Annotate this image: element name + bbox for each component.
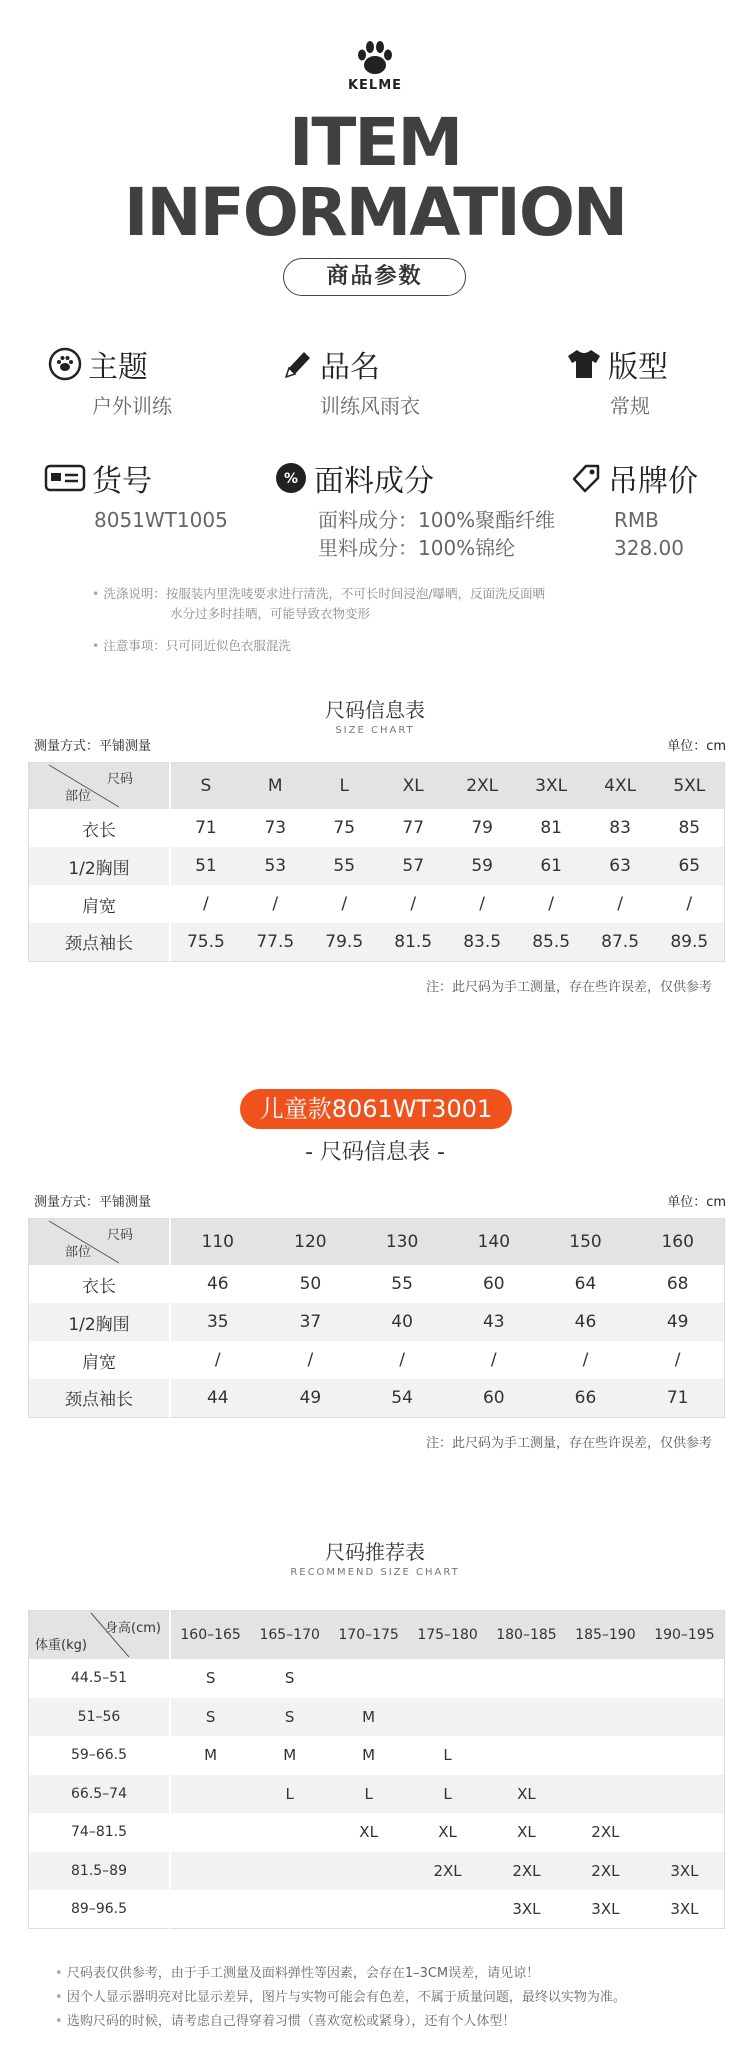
table-cell: / bbox=[582, 1350, 589, 1370]
table-cell: 79 bbox=[471, 818, 493, 838]
table-cell: / bbox=[479, 894, 486, 914]
row-label: 颈点袖长 bbox=[29, 1379, 171, 1417]
row-label: 74–81.5 bbox=[29, 1813, 171, 1852]
row-label: 衣长 bbox=[29, 1265, 171, 1303]
table-cell: / bbox=[272, 894, 279, 914]
table-cell: L bbox=[443, 1746, 452, 1765]
row-label: 颈点袖长 bbox=[29, 923, 171, 961]
table-cell bbox=[566, 1736, 645, 1775]
table-row bbox=[29, 847, 725, 885]
param-fabric-label: 面料成分 bbox=[314, 464, 434, 499]
kids-size-table bbox=[28, 1218, 725, 1418]
param-fit bbox=[566, 342, 668, 420]
item-params-badge: 商品参数 bbox=[283, 258, 466, 296]
table-cell: / bbox=[307, 1350, 314, 1370]
param-price-currency: RMB bbox=[614, 508, 659, 532]
row-label: 1/2胸围 bbox=[29, 847, 171, 885]
kids-chart-method: 测量方式：平铺测量 bbox=[34, 1195, 152, 1210]
table-cell: M bbox=[204, 1746, 218, 1765]
column-header: 190–195 bbox=[645, 1611, 725, 1660]
table-cell: 68 bbox=[666, 1274, 689, 1294]
footnotes bbox=[55, 1962, 626, 2034]
table-cell: 60 bbox=[482, 1274, 505, 1294]
table-cell: 50 bbox=[299, 1274, 322, 1294]
table-cell: 81.5 bbox=[379, 923, 448, 961]
table-cell: / bbox=[214, 1350, 221, 1370]
table-cell: 71 bbox=[631, 1379, 724, 1417]
row-label: 81.5–89 bbox=[29, 1852, 171, 1891]
title-line-1: ITEM bbox=[288, 104, 462, 181]
footnote-item: 因个人显示器明亮对比显示差异，图片与实物可能会有色差，不属于质量问题，最终以实物为准。 bbox=[66, 1990, 626, 2005]
table-row bbox=[29, 1659, 725, 1698]
percent-circle-icon bbox=[274, 461, 308, 495]
row-label: 59–66.5 bbox=[29, 1736, 171, 1775]
table-header-row bbox=[29, 1219, 725, 1266]
param-price-label: 吊牌价 bbox=[608, 464, 698, 499]
table-cell: XL bbox=[487, 1775, 566, 1814]
table-cell: 49 bbox=[631, 1303, 724, 1341]
table-cell: 85.5 bbox=[517, 923, 586, 961]
column-header: M bbox=[241, 763, 310, 810]
table-cell: 77.5 bbox=[241, 923, 310, 961]
column-header: S bbox=[170, 763, 241, 810]
price-tag-icon bbox=[570, 462, 602, 494]
param-fabric bbox=[274, 456, 555, 562]
table-cell bbox=[645, 1813, 725, 1852]
row-label: 44.5–51 bbox=[29, 1659, 171, 1698]
footnote-item: 尺码表仅供参考，由于手工测量及面料弹性等因素，会存在1–3CM误差，请见谅！ bbox=[66, 1966, 540, 1981]
recommend-title: 尺码推荐表 bbox=[325, 1540, 425, 1564]
table-cell: 83 bbox=[609, 818, 631, 838]
table-cell: 57 bbox=[379, 847, 448, 885]
table-header-row bbox=[29, 1611, 725, 1660]
table-cell: / bbox=[617, 894, 623, 914]
wash-notes: • 洗涤说明：按服装内里洗唛要求进行清洗，不可长时间浸泡/曝晒，反面洗反面晒 水分过多时挂晒，可能导致衣物变形 • 注意事项：只可同近似色衣服混洗 bbox=[92, 586, 546, 653]
table-cell: 43 bbox=[448, 1303, 540, 1341]
table-cell: 61 bbox=[517, 847, 586, 885]
size-chart-subtitle: SIZE CHART bbox=[335, 725, 415, 736]
table-cell: 46 bbox=[206, 1274, 229, 1294]
table-row bbox=[29, 923, 725, 961]
corner-size-label: 尺码 bbox=[106, 1228, 133, 1243]
table-row bbox=[29, 809, 725, 847]
kelme-paw-logo-icon bbox=[356, 40, 394, 76]
table-cell: S bbox=[205, 1669, 216, 1688]
table-row bbox=[29, 1813, 725, 1852]
column-header: 120 bbox=[265, 1219, 357, 1266]
table-cell: 55 bbox=[310, 847, 379, 885]
table-cell: 59 bbox=[448, 847, 517, 885]
table-cell: 75 bbox=[333, 818, 356, 838]
table-cell: 77 bbox=[402, 818, 425, 838]
table-cell bbox=[170, 1813, 250, 1852]
column-header: 180–185 bbox=[487, 1611, 566, 1660]
table-cell bbox=[170, 1852, 250, 1891]
tshirt-icon bbox=[566, 348, 602, 380]
size-chart-unit: 单位：cm bbox=[667, 739, 726, 754]
table-cell bbox=[487, 1698, 566, 1737]
table-cell: / bbox=[399, 1350, 405, 1370]
table-row bbox=[29, 1303, 725, 1341]
table-cell: 54 bbox=[356, 1379, 448, 1417]
corner-height-label: 身高(cm) bbox=[105, 1621, 161, 1636]
table-cell: 85 bbox=[678, 818, 701, 838]
svg-text:%: % bbox=[283, 471, 299, 487]
param-fit-value: 常规 bbox=[610, 394, 650, 418]
table-cell bbox=[170, 1775, 250, 1814]
table-cell: 40 bbox=[356, 1303, 448, 1341]
table-cell bbox=[645, 1659, 725, 1698]
table-row bbox=[29, 1736, 725, 1775]
recommend-subtitle: RECOMMEND SIZE CHART bbox=[290, 1567, 460, 1578]
param-sku bbox=[44, 456, 228, 534]
table-cell: / bbox=[341, 894, 348, 914]
brand-header bbox=[0, 40, 750, 93]
size-chart-table bbox=[28, 762, 725, 962]
size-chart-heading bbox=[0, 694, 750, 736]
table-cell: L bbox=[329, 1775, 408, 1814]
table-cell bbox=[566, 1775, 645, 1814]
table-cell: / bbox=[490, 1350, 497, 1370]
column-header: 110 bbox=[170, 1219, 265, 1266]
table-row bbox=[29, 1379, 725, 1417]
table-cell: 64 bbox=[574, 1274, 597, 1294]
table-cell bbox=[645, 1698, 725, 1737]
param-price bbox=[570, 456, 698, 562]
table-corner-cell bbox=[29, 763, 171, 810]
table-cell: 49 bbox=[265, 1379, 357, 1417]
table-cell: / bbox=[410, 894, 417, 914]
table-row bbox=[29, 1341, 725, 1379]
param-theme-value: 户外训练 bbox=[92, 394, 172, 418]
param-name-label: 品名 bbox=[320, 350, 380, 385]
table-cell bbox=[408, 1698, 487, 1737]
table-cell bbox=[645, 1736, 725, 1775]
row-label: 肩宽 bbox=[29, 1341, 171, 1379]
table-corner-cell bbox=[29, 1611, 171, 1660]
table-cell bbox=[250, 1813, 329, 1852]
table-cell: 63 bbox=[586, 847, 655, 885]
param-price-amount: 328.00 bbox=[614, 536, 684, 560]
column-header: 3XL bbox=[517, 763, 586, 810]
bullet-dot: • bbox=[55, 1966, 67, 1981]
table-cell bbox=[487, 1736, 566, 1775]
table-cell: S bbox=[250, 1698, 329, 1737]
table-cell bbox=[645, 1775, 725, 1814]
table-cell: / bbox=[674, 1350, 681, 1370]
param-name-value: 训练风雨衣 bbox=[320, 394, 420, 418]
table-cell: 66 bbox=[540, 1379, 632, 1417]
table-cell bbox=[408, 1659, 487, 1698]
column-header: XL bbox=[379, 763, 448, 810]
table-cell: L bbox=[408, 1775, 487, 1814]
table-cell: 79.5 bbox=[310, 923, 379, 961]
table-cell: 53 bbox=[241, 847, 310, 885]
size-chart-method: 测量方式：平铺测量 bbox=[34, 739, 152, 754]
corner-size-label: 尺码 bbox=[106, 772, 133, 787]
table-cell: M bbox=[329, 1698, 408, 1737]
column-header: 140 bbox=[448, 1219, 540, 1266]
table-row bbox=[29, 1890, 725, 1929]
table-row bbox=[29, 1698, 725, 1737]
size-chart-title: 尺码信息表 bbox=[325, 698, 425, 722]
care-note: 注意事项：只可同近似色衣服混洗 bbox=[103, 638, 291, 653]
table-cell: 81 bbox=[540, 818, 562, 838]
table-cell: 2XL bbox=[591, 1823, 620, 1842]
column-header: L bbox=[310, 763, 379, 810]
column-header: 130 bbox=[356, 1219, 448, 1266]
table-corner-cell bbox=[29, 1219, 171, 1266]
table-cell: 3XL bbox=[512, 1900, 541, 1918]
table-cell: M bbox=[283, 1746, 297, 1765]
param-theme bbox=[48, 342, 172, 420]
table-cell: XL bbox=[359, 1823, 378, 1842]
table-cell: 3XL bbox=[670, 1900, 699, 1918]
table-cell: 3XL bbox=[591, 1900, 620, 1918]
table-cell: 44 bbox=[170, 1379, 265, 1417]
recommend-size-table bbox=[28, 1610, 725, 1929]
param-fit-label: 版型 bbox=[608, 350, 668, 385]
table-cell bbox=[487, 1659, 566, 1698]
table-row bbox=[29, 1265, 725, 1303]
table-cell bbox=[329, 1852, 408, 1891]
paw-circle-icon bbox=[48, 347, 82, 381]
kids-chart-note: 注：此尺码为手工测量，存在些许误差，仅供参考 bbox=[425, 1436, 712, 1451]
column-header: 170–175 bbox=[329, 1611, 408, 1660]
param-sku-label: 货号 bbox=[92, 464, 152, 499]
column-header: 185–190 bbox=[566, 1611, 645, 1660]
table-cell: 37 bbox=[265, 1303, 357, 1341]
table-cell: S bbox=[170, 1698, 250, 1737]
kids-size-chart-title: - 尺码信息表 - bbox=[305, 1140, 445, 1165]
table-row bbox=[29, 1852, 725, 1891]
table-cell: 89.5 bbox=[655, 923, 725, 961]
table-cell: 71 bbox=[195, 818, 217, 838]
table-cell: 35 bbox=[170, 1303, 265, 1341]
table-cell: M bbox=[362, 1746, 376, 1765]
corner-weight-label: 体重(kg) bbox=[35, 1638, 87, 1653]
table-cell: 3XL bbox=[645, 1852, 725, 1891]
table-cell bbox=[250, 1890, 329, 1929]
table-cell: 51 bbox=[170, 847, 241, 885]
table-cell: 73 bbox=[264, 818, 287, 838]
table-cell bbox=[408, 1890, 487, 1929]
param-theme-label: 主题 bbox=[88, 350, 148, 385]
column-header: 150 bbox=[540, 1219, 632, 1266]
row-label: 89–96.5 bbox=[29, 1890, 171, 1929]
table-cell: L bbox=[250, 1775, 329, 1814]
table-cell bbox=[250, 1852, 329, 1891]
row-label: 肩宽 bbox=[29, 885, 171, 923]
table-cell: 83.5 bbox=[448, 923, 517, 961]
param-fabric-line1: 面料成分：100%聚酯纤维 bbox=[318, 508, 556, 532]
table-cell bbox=[329, 1659, 408, 1698]
table-row bbox=[29, 1775, 725, 1814]
table-cell: / bbox=[203, 894, 209, 914]
table-cell: XL bbox=[438, 1823, 457, 1842]
table-cell: / bbox=[686, 894, 693, 914]
table-cell bbox=[566, 1659, 645, 1698]
id-card-icon bbox=[44, 463, 86, 493]
footnote-item: 选购尺码的时候，请考虑自己得穿着习惯（喜欢宽松或紧身），还有个人体型！ bbox=[66, 2014, 516, 2029]
row-label: 66.5–74 bbox=[29, 1775, 171, 1814]
row-label: 51–56 bbox=[29, 1698, 171, 1737]
column-header: 160–165 bbox=[170, 1611, 250, 1660]
kids-chart-unit: 单位：cm bbox=[667, 1195, 726, 1210]
size-chart-note: 注：此尺码为手工测量，存在些许误差，仅供参考 bbox=[425, 980, 712, 995]
table-cell: 87.5 bbox=[586, 923, 655, 961]
row-label: 1/2胸围 bbox=[29, 1303, 171, 1341]
table-cell: S bbox=[284, 1669, 295, 1688]
table-cell bbox=[329, 1890, 408, 1929]
table-cell: 65 bbox=[655, 847, 725, 885]
param-sku-value: 8051WT1005 bbox=[94, 508, 228, 532]
column-header: 175–180 bbox=[408, 1611, 487, 1660]
column-header: 160 bbox=[631, 1219, 724, 1266]
table-header-row bbox=[29, 763, 725, 810]
table-cell: 2XL bbox=[408, 1852, 487, 1891]
wash-note-1: 洗涤说明：按服装内里洗唛要求进行清洗，不可长时间浸泡/曝晒，反面洗反面晒 bbox=[103, 586, 546, 601]
table-cell: 2XL bbox=[487, 1852, 566, 1891]
table-cell: / bbox=[548, 894, 554, 914]
column-header: 2XL bbox=[448, 763, 517, 810]
bullet-dot: • bbox=[55, 1990, 67, 2005]
wash-note-2: 水分过多时挂晒，可能导致衣物变形 bbox=[170, 606, 371, 621]
table-cell: 2XL bbox=[566, 1852, 645, 1891]
corner-part-label: 部位 bbox=[65, 1245, 92, 1260]
pencil-icon bbox=[282, 347, 314, 381]
bullet-dot: • bbox=[55, 2014, 67, 2029]
table-row bbox=[29, 885, 725, 923]
table-cell: 75.5 bbox=[170, 923, 241, 961]
table-cell bbox=[566, 1698, 645, 1737]
row-label: 衣长 bbox=[29, 809, 171, 847]
title-line-2: INFORMATION bbox=[123, 174, 627, 251]
table-cell: 60 bbox=[448, 1379, 540, 1417]
column-header: 5XL bbox=[655, 763, 725, 810]
brand-name: KELME bbox=[347, 78, 403, 93]
param-fabric-line2: 里料成分：100%锦纶 bbox=[318, 536, 516, 560]
table-cell bbox=[170, 1890, 250, 1929]
table-cell: 55 bbox=[391, 1274, 413, 1294]
table-cell: XL bbox=[517, 1823, 536, 1842]
recommend-heading bbox=[0, 1536, 750, 1578]
table-cell: 46 bbox=[540, 1303, 632, 1341]
column-header: 165–170 bbox=[250, 1611, 329, 1660]
corner-part-label: 部位 bbox=[65, 789, 92, 804]
kids-model-badge: 儿童款8061WT3001 bbox=[240, 1089, 512, 1129]
param-name bbox=[282, 342, 420, 420]
column-header: 4XL bbox=[586, 763, 655, 810]
